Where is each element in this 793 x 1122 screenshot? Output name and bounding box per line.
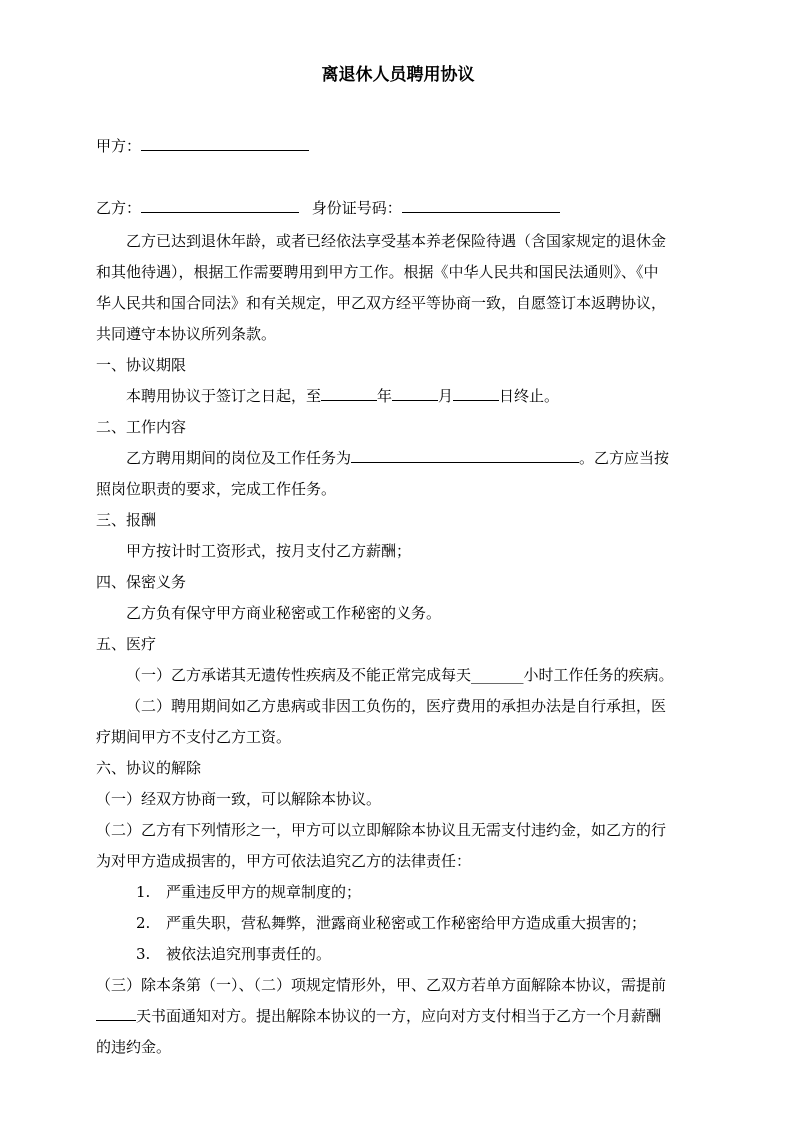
section-6-para-2: （二）乙方有下列情形之一，甲方可以立即解除本协议且无需支付违约金，如乙方的行 [96, 821, 667, 839]
section-6-para-3-end: 的违约金。 [96, 1038, 172, 1056]
section-6-heading: 六、协议的解除 [96, 759, 202, 777]
section-1-text: 本聘用协议于签订之日起，至 年 月 日终止。 [126, 387, 560, 405]
party-b-blank[interactable] [141, 198, 299, 213]
section-5-item-1: （一）乙方承诺其无遗传性疾病及不能正常完成每天_______小时工作任务的疾病。 [126, 666, 674, 684]
job-position-blank[interactable] [351, 448, 579, 463]
id-number-blank[interactable] [402, 198, 560, 213]
section-2-text: 乙方聘用期间的岗位及工作任务为 。乙方应当按 [126, 449, 670, 467]
intro-line-3: 华人民共和国合同法》和有关规定，甲乙双方经平等协商一致，自愿签订本返聘协议， [96, 294, 667, 312]
list-item-text: 严重失职，营私舞弊，泄露商业秘密或工作秘密给甲方造成重大损害的； [166, 914, 647, 932]
list-item [136, 913, 646, 933]
section-3-text: 甲方按计时工资形式，按月支付乙方薪酬； [126, 542, 412, 560]
end-day-blank[interactable] [453, 386, 499, 401]
section-2-heading: 二、工作内容 [96, 418, 187, 436]
section-5-item-2-cont: 疗期间甲方不支付乙方工资。 [96, 728, 292, 746]
section-4-text: 乙方负有保守甲方商业秘密或工作秘密的义务。 [126, 604, 442, 622]
intro-line-2: 和其他待遇），根据工作需要聘用到甲方工作。根据《中华人民共和国民法通则》、《中 [96, 263, 659, 281]
section-6-para-1: （一）经双方协商一致，可以解除本协议。 [96, 790, 382, 808]
intro-line-1: 乙方已达到退休年龄，或者已经依法享受基本养老保险待遇（含国家规定的退休金 [126, 232, 667, 250]
section-6-para-2-cont: 为对甲方造成损害的，甲方可依法追究乙方的法律责任： [96, 852, 472, 870]
list-item-number: 2. [136, 914, 151, 932]
section-3-heading: 三、报酬 [96, 511, 157, 529]
notice-days-blank[interactable] [96, 1006, 136, 1021]
section-6-para-3-cont: 天书面通知对方。提出解除本协议的一方，应向对方支付相当于乙方一个月薪酬 [96, 1006, 661, 1026]
section-5-item-2: （二）聘用期间如乙方患病或非因工负伤的，医疗费用的承担办法是自行承担，医 [126, 697, 667, 715]
section-6-para-3: （三）除本条第（一）、（二）项规定情形外，甲、乙双方若单方面解除本协议，需提前 [96, 976, 667, 994]
document-page [96, 0, 700, 1122]
section-1-heading: 一、协议期限 [96, 356, 187, 374]
list-item-number: 1. [136, 883, 151, 901]
list-item-number: 3. [136, 945, 151, 963]
party-b-label: 乙方： [96, 199, 142, 217]
section-5-heading: 五、医疗 [96, 635, 157, 653]
party-a-line [96, 136, 309, 156]
end-month-blank[interactable] [392, 386, 438, 401]
list-item-text: 被依法追究刑事责任的。 [166, 945, 332, 963]
party-b-line [96, 198, 560, 218]
section-4-heading: 四、保密义务 [96, 573, 187, 591]
daily-hours-blank[interactable]: _______ [471, 666, 524, 684]
list-item [136, 944, 331, 964]
end-year-blank[interactable] [321, 386, 377, 401]
intro-line-4: 共同遵守本协议所列条款。 [96, 325, 277, 343]
document-title: 离退休人员聘用协议 [321, 65, 475, 85]
section-2-text-cont: 照岗位职责的要求，完成工作任务。 [96, 480, 337, 498]
id-number-label: 身份证号码： [311, 199, 402, 217]
party-a-label: 甲方： [96, 137, 142, 155]
list-item [136, 882, 361, 902]
list-item-text: 严重违反甲方的规章制度的； [166, 883, 362, 901]
party-a-blank[interactable] [141, 136, 309, 151]
